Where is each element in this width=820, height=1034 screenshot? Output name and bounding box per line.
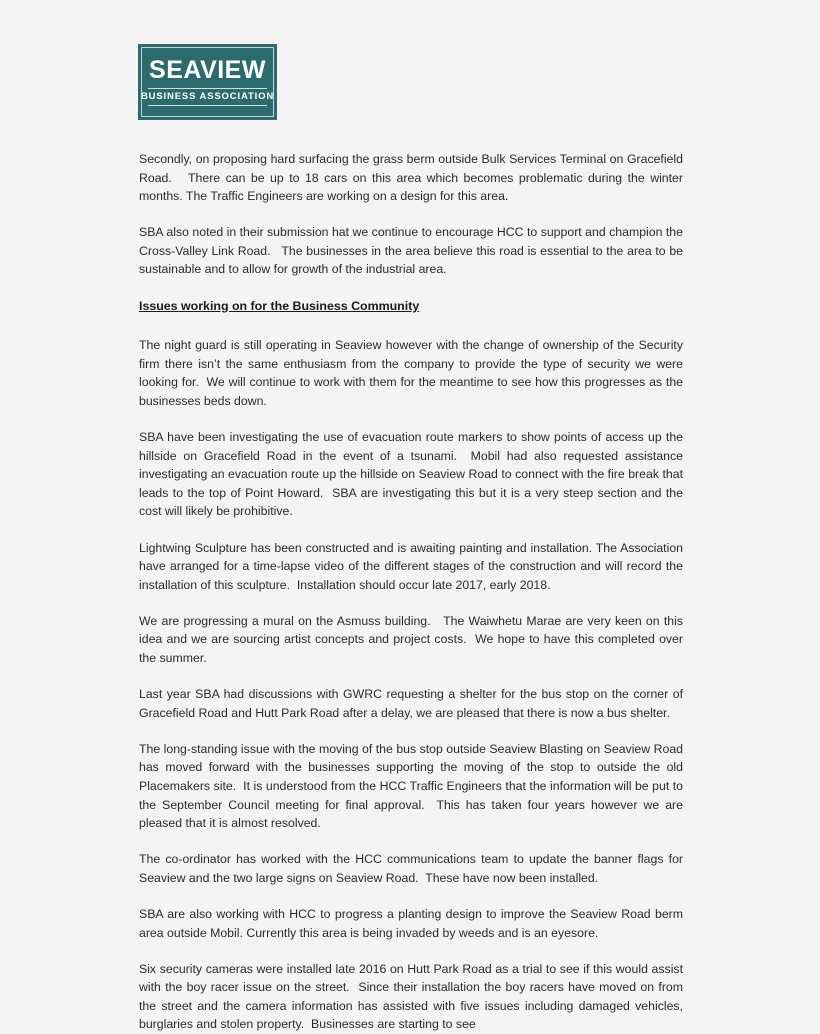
- heading-container: [139, 297, 683, 335]
- seaview-business-association-logo: [138, 44, 277, 120]
- paragraph-security-cameras-hutt-park-road: Six security cameras were installed late 2016 on Hutt Park Road as a trial to see if this would assist with the boy racer issue on the street. Since their installation the boy racers have moved on from the street and the camera information has assisted with five issues including damaged vehicles, burglaries and stolen property. Businesses are starting to see: [139, 961, 687, 1032]
- paragraph-evacuation-route-markers: SBA have been investigating the use of evacuation route markers to show points of access up the hillside on Gracefield Road in the event of a tsunami. Mobil had also requested assistance investigating an evacuation route up the hillside on Seaview Road to connect with the fire break that leads to the top of Point Howard. SBA are investigating this but it is a very steep section and the cost will likely be prohibitive.: [139, 430, 687, 519]
- paragraph-night-guard-security: The night guard is still operating in Seaview however with the change of ownership of the Security firm there isn’t the same enthusiasm from the company to provide the type of security we were looking for. We will continue to work with them for the meantime to see how this progresses as the businesses beds down.: [139, 338, 687, 408]
- paragraph-bus-stop-relocation: The long-standing issue with the moving of the bus stop outside Seaview Blasting on Seaview Road has moved forward with the businesses supporting the moving of the stop to outside the old Placemakers site. It is understood from the HCC Traffic Engineers that the information will be put to the September Council meeting for final approval. This has taken four years however we are pleased that it is almost resolved.: [139, 741, 687, 831]
- logo-inner-frame: [141, 47, 274, 117]
- paragraph-cross-valley-link-road: SBA also noted in their submission hat we continue to encourage HCC to support and champion the Cross-Valley Link Road. The businesses in the area believe this road is essential to the area to be sustainable and to allow for growth of the industrial area.: [139, 225, 687, 277]
- paragraph-planting-design-berm: SBA are also working with HCC to progress a planting design to improve the Seaview Road berm area outside Mobil. Currently this area is being invaded by weeds and is an eyesore.: [139, 906, 687, 940]
- paragraph-banner-flags-signs: The co-ordinator has worked with the HCC communications team to update the banner flags for Seaview and the two large signs on Seaview Road. These have now been installed.: [139, 852, 687, 885]
- logo-wordmark: SEAVIEW: [149, 56, 266, 85]
- paragraph-hard-surfacing-grass-berm: Secondly, on proposing hard surfacing the grass berm outside Bulk Services Terminal on Gracefield Road. There can be up to 18 cars on this area which becomes problematic during the winter months. The Traffic Engineers are working on a design for this area.: [139, 152, 687, 204]
- logo-subtitle: BUSINESS ASSOCIATION: [140, 90, 275, 102]
- logo-divider-top: [148, 88, 267, 89]
- paragraph-bus-shelter-gwrc: Last year SBA had discussions with GWRC requesting a shelter for the bus stop on the corner of Gracefield Road and Hutt Park Road after a delay, we are pleased that there is now a bus shelter.: [139, 687, 687, 720]
- paragraph-lightwing-sculpture: Lightwing Sculpture has been constructed and is awaiting painting and installation. The Association have arranged for a time-lapse video of the different stages of the construction and will record the installation of this sculpture. Installation should occur late 2017, early 2018.: [139, 540, 687, 592]
- document-body: [139, 150, 687, 1034]
- paragraph-asmuss-building-mural: We are progressing a mural on the Asmuss building. The Waiwhetu Marae are very keen on this idea and we are sourcing artist concepts and project costs. We hope to have this completed over the summer.: [139, 613, 687, 665]
- logo-divider-bottom: [148, 105, 267, 106]
- logo-outer-frame: [138, 44, 277, 120]
- section-heading-issues-working-on: Issues working on for the Business Community: [139, 298, 420, 313]
